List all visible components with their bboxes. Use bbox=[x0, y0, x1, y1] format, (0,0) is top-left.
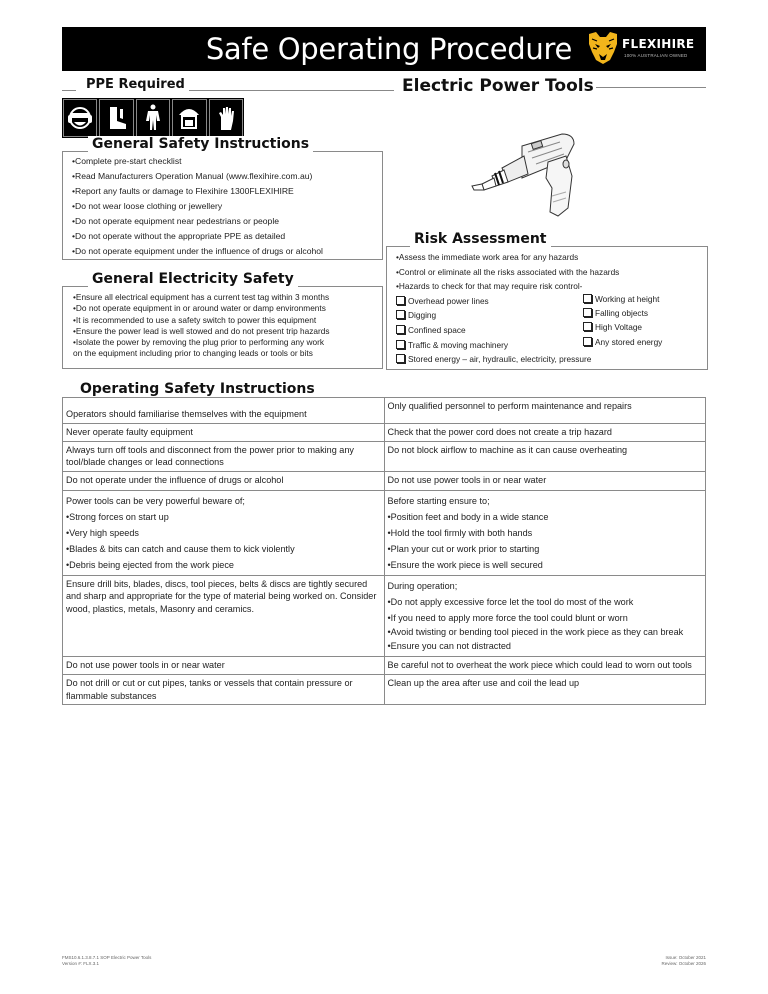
checkbox-icon bbox=[396, 340, 405, 349]
ppe-heading: PPE Required bbox=[82, 77, 189, 92]
table-cell: Clean up the area after use and coil the lead up bbox=[384, 674, 706, 704]
risk-bullet: •Assess the immediate work area for any hazards bbox=[396, 252, 579, 262]
table-row bbox=[63, 424, 706, 442]
list-item: •Do not wear loose clothing or jewellery bbox=[72, 201, 223, 211]
general-safety-list bbox=[72, 154, 323, 259]
issue-date: Issue: October 2021 bbox=[665, 955, 706, 960]
table-cell: Ensure drill bits, blades, discs, tool pieces, belts & discs are tightly secured and sharp and appropriate for the type of material being worked on. Consider wood, plastics, metals, Masonry and ceramics. bbox=[63, 575, 385, 657]
footer-document-info bbox=[62, 955, 151, 966]
hazard-checkbox-item: Any stored energy bbox=[583, 335, 662, 349]
hazard-checkbox-item: Falling objects bbox=[583, 306, 662, 320]
checkbox-icon bbox=[396, 310, 405, 319]
table-row bbox=[63, 471, 706, 490]
checkbox-icon bbox=[396, 325, 405, 334]
document-title: Safe Operating Procedure bbox=[205, 32, 572, 66]
document-version: Version #: FLX.3.1 bbox=[62, 960, 100, 966]
hazard-checkbox-item: Digging bbox=[396, 308, 619, 323]
table-row bbox=[63, 674, 706, 704]
table-cell: Before starting ensure to; •Position feet and body in a wide stance •Hold the tool firmly with both hands •Plan your cut or work prior to starting •Ensure the work piece is well secured bbox=[384, 490, 706, 575]
electricity-safety-heading: General Electricity Safety bbox=[88, 271, 298, 287]
table-cell: Operators should familiarise themselves with the equipment bbox=[63, 398, 385, 424]
general-safety-heading: General Safety Instructions bbox=[88, 136, 313, 152]
table-row bbox=[63, 441, 706, 471]
face-shield-ear-muffs-icon bbox=[63, 99, 97, 137]
brand-name: FLEXIHIRE bbox=[622, 37, 695, 51]
divider bbox=[596, 87, 706, 88]
hazard-checkbox-item: Stored energy – air, hydraulic, electricity, pressure bbox=[396, 352, 619, 367]
list-item: •Complete pre-start checklist bbox=[72, 156, 182, 166]
table-row bbox=[63, 657, 706, 675]
checkbox-icon bbox=[396, 354, 405, 363]
table-cell: Do not operate under the influence of drugs or alcohol bbox=[63, 471, 385, 490]
document-id: FMS10.6.1.3.8.7.1 SOP Electric Power Tools bbox=[62, 955, 152, 960]
power-drill-illustration bbox=[462, 116, 582, 222]
hard-hat-mask-icon bbox=[172, 99, 206, 137]
table-cell: Never operate faulty equipment bbox=[63, 424, 385, 442]
list-item: •It is recommended to use a safety switch to power this equipment bbox=[73, 314, 317, 325]
risk-checklist-right bbox=[583, 292, 662, 349]
hazard-checkbox-item: Working at height bbox=[583, 292, 662, 306]
table-cell: Do not use power tools in or near water bbox=[384, 471, 706, 490]
hazard-checkbox-item: Confined space bbox=[396, 323, 619, 338]
list-item: •Report any faults or damage to Flexihire 1300FLEXIHIRE bbox=[72, 186, 294, 196]
checkbox-icon bbox=[583, 322, 592, 331]
table-cell: Be careful not to overheat the work piece which could lead to worn out tools bbox=[384, 657, 706, 675]
checkbox-icon bbox=[583, 308, 592, 317]
table-cell: Power tools can be very powerful beware of; •Strong forces on start up •Very high speeds •Blades & bits can catch and cause them to kick violently •Debris being ejected from the work piece bbox=[63, 490, 385, 575]
table-cell: Do not block airflow to machine as it can cause overheating bbox=[384, 441, 706, 471]
tool-title: Electric Power Tools bbox=[398, 76, 598, 96]
hazard-checkbox-item: Overhead power lines bbox=[396, 294, 619, 309]
electricity-safety-list bbox=[73, 292, 330, 360]
checkbox-icon bbox=[583, 337, 592, 346]
tiger-head-icon bbox=[586, 30, 620, 66]
brand-tagline: 100% AUSTRALIAN OWNED bbox=[624, 53, 688, 58]
hazard-checkbox-item: Traffic & moving machinery bbox=[396, 338, 619, 353]
hazard-checkbox-item: High Voltage bbox=[583, 320, 662, 334]
list-item: •Do not operate equipment in or around water or damp environments bbox=[73, 303, 326, 314]
list-item: on the equipment including prior to changing leads or tools or bits bbox=[73, 348, 313, 359]
list-item: •Read Manufacturers Operation Manual (www.flexihire.com.au) bbox=[72, 171, 313, 181]
table-cell: Do not use power tools in or near water bbox=[63, 657, 385, 675]
table-cell: Check that the power cord does not create a trip hazard bbox=[384, 424, 706, 442]
table-cell: During operation; •Do not apply excessive force let the tool do most of the work •If you need to apply more force the tool could blunt or worn •Avoid twisting or bending tool pieced in the work piece as they can break •Ensure you can not distracted bbox=[384, 575, 706, 657]
footer-dates bbox=[640, 955, 706, 966]
operating-safety-heading: Operating Safety Instructions bbox=[76, 381, 319, 397]
table-cell: Always turn off tools and disconnect from the power prior to making any tool/blade changes or lead connections bbox=[63, 441, 385, 471]
list-item: •Isolate the power by removing the plug prior to performing any work bbox=[73, 337, 325, 348]
checkbox-icon bbox=[583, 294, 592, 303]
risk-bullet: •Control or eliminate all the risks associated with the hazards bbox=[396, 266, 620, 277]
table-row bbox=[63, 490, 706, 575]
operating-safety-table bbox=[62, 397, 706, 705]
divider bbox=[62, 90, 76, 91]
risk-assessment-heading: Risk Assessment bbox=[410, 231, 551, 247]
safety-boots-icon bbox=[99, 99, 133, 137]
coveralls-icon bbox=[136, 99, 170, 137]
risk-bullet: •Hazards to check for that may require risk control- bbox=[396, 281, 583, 292]
list-item: •Ensure all electrical equipment has a current test tag within 3 months bbox=[73, 292, 330, 302]
list-item: •Do not operate equipment near pedestrians or people bbox=[72, 216, 280, 226]
review-date: Review: October 2026 bbox=[661, 960, 706, 966]
ppe-icons bbox=[62, 98, 244, 138]
checkbox-icon bbox=[396, 296, 405, 305]
table-row bbox=[63, 575, 706, 657]
table-cell: Only qualified personnel to perform maintenance and repairs bbox=[384, 398, 706, 424]
list-item: •Ensure the power lead is well stowed and do not present trip hazards bbox=[73, 325, 330, 336]
list-item: •Do not operate without the appropriate PPE as detailed bbox=[72, 231, 286, 241]
list-item: •Do not operate equipment under the influence of drugs or alcohol bbox=[72, 246, 323, 256]
gloves-icon bbox=[209, 99, 243, 137]
table-cell: Do not drill or cut or cut pipes, tanks or vessels that contain pressure or flammable substances bbox=[63, 674, 385, 704]
divider bbox=[174, 90, 394, 91]
table-row bbox=[63, 398, 706, 424]
